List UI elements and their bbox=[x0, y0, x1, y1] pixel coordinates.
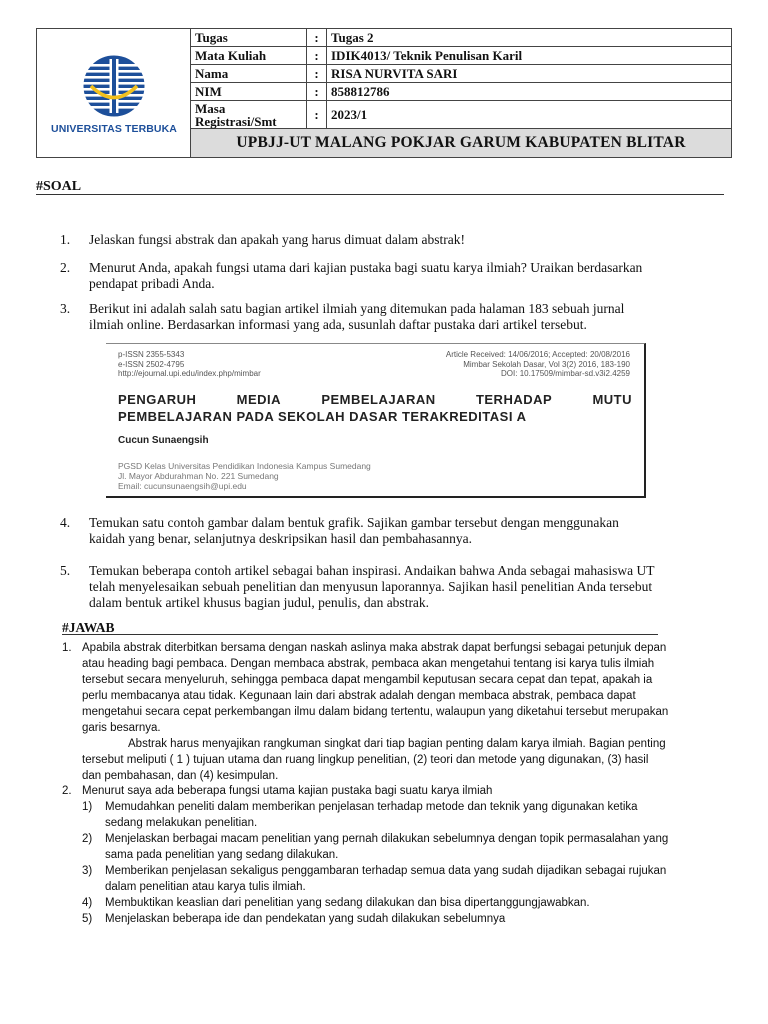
affiliation-email: Email: cucunsunaengsih@upi.edu bbox=[118, 481, 247, 491]
article-left-meta bbox=[118, 350, 261, 379]
sub-item-number: 2) bbox=[82, 833, 93, 845]
sub-item-text bbox=[105, 911, 745, 927]
sub-item-number: 4) bbox=[82, 897, 93, 909]
header-row-mata-kuliah bbox=[191, 47, 731, 65]
universitas-terbuka-logo-icon bbox=[81, 53, 147, 119]
soal-line: Berikut ini adalah salah satu bagian artikel ilmiah yang ditemukan pada halaman 183 sebuah jurnal bbox=[89, 301, 625, 316]
title-word: TERHADAP bbox=[475, 392, 553, 407]
soal-item-number: 1. bbox=[60, 232, 71, 247]
sub-item-line: sedang melakukan penelitian. bbox=[105, 817, 258, 829]
title-word: PENGARUH bbox=[118, 392, 197, 407]
soal-item-4 bbox=[60, 515, 720, 547]
sub-item-text bbox=[105, 799, 745, 831]
sub-item-number: 3) bbox=[82, 865, 93, 877]
article-title bbox=[118, 391, 632, 425]
row-separator: : bbox=[307, 29, 327, 46]
row-label: NIM bbox=[191, 83, 307, 100]
sub-item-line: sama pada penelitian yang sedang dilakukan. bbox=[105, 849, 339, 861]
answer-line: dan pembahasan, dan (4) kesimpulan. bbox=[82, 770, 279, 782]
header-row-tugas bbox=[191, 29, 731, 47]
answer-2 bbox=[62, 783, 742, 933]
article-received: Article Received: 14/06/2016; Accepted: 20/08/2016 bbox=[445, 350, 630, 359]
sub-item-line: Menjelaskan berbagai macam penelitian yang pernah dilakukan sebelumnya dengan topik permasalahan yang bbox=[105, 833, 669, 845]
article-eissn: e-ISSN 2502-4795 bbox=[118, 359, 185, 369]
sub-item-line: Membuktikan keaslian dari penelitian yang sedang dilakukan dan bisa dipertanggungjawabkan. bbox=[105, 897, 590, 909]
article-title-line2: PEMBELAJARAN PADA SEKOLAH DASAR TERAKREDITASI A bbox=[118, 409, 527, 424]
logo-text: UNIVERSITAS TERBUKA bbox=[51, 123, 177, 135]
row-value: RISA NURVITA SARI bbox=[331, 66, 458, 81]
soal-line: telah menyelesaikan sebuah penelitian dan menyusun laporannya. Sajikan hasil penelitian Anda tersebut bbox=[89, 579, 653, 594]
sub-item-line: Memberikan penjelasan sekaligus penggambaran terhadap semua data yang sudah dijadikan sebagai rujukan bbox=[105, 865, 667, 877]
row-value: 858812786 bbox=[331, 84, 390, 99]
row-separator: : bbox=[307, 47, 327, 64]
row-value: IDIK4013/ Teknik Penulisan Karil bbox=[331, 48, 523, 63]
header-row-nim bbox=[191, 83, 731, 101]
row-label: Tugas bbox=[191, 29, 307, 46]
header-row-nama bbox=[191, 65, 731, 83]
row-value: 2023/1 bbox=[331, 107, 368, 122]
affiliation-line: PGSD Kelas Universitas Pendidikan Indonesia Kampus Sumedang bbox=[118, 461, 371, 471]
soal-item-2 bbox=[60, 260, 720, 292]
answer-2-intro: Menurut saya ada beberapa fungsi utama kajian pustaka bagi suatu karya ilmiah bbox=[82, 785, 493, 797]
answer-line: perlu membacanya atau tidak. Kegunaan lain dari abstrak adalah dengan membaca abstrak, pembaca dapat bbox=[82, 690, 636, 702]
soal-line: Temukan beberapa contoh artikel sebagai bahan inspirasi. Andaikan bahwa Anda sebagai mahasiswa UT bbox=[89, 563, 655, 578]
row-separator: : bbox=[307, 101, 327, 128]
sub-item-line: Memudahkan peneliti dalam memberikan penjelasan terhadap metode dan teknik yang digunakan ketika bbox=[105, 801, 638, 813]
header-row-masa-registrasi bbox=[191, 101, 731, 129]
title-word: MUTU bbox=[592, 392, 632, 407]
jawab-heading: #JAWAB bbox=[62, 621, 658, 635]
sub-item-number: 5) bbox=[82, 913, 93, 925]
sub-item-text bbox=[105, 831, 745, 863]
soal-line: Temukan satu contoh gambar dalam bentuk grafik. Sajikan gambar tersebut dengan menggunakan bbox=[89, 515, 619, 530]
soal-item-number: 4. bbox=[60, 515, 71, 530]
article-url: http://ejournal.upi.edu/index.php/mimbar bbox=[118, 369, 261, 378]
row-label-line2: Registrasi/Smt bbox=[195, 114, 277, 129]
answer-line: tersebut meliputi ( 1 ) tujuan utama dan ruang lingkup penelitian, (2) teori dan metode yang digunakan, (3) hasil bbox=[82, 754, 649, 766]
soal-heading: #SOAL bbox=[36, 180, 724, 195]
answer-line: Apabila abstrak diterbitkan bersama dengan naskah aslinya maka abstrak dapat berfungsi sebagai petunjuk depan bbox=[82, 642, 667, 654]
soal-item-number: 3. bbox=[60, 301, 71, 316]
answer-line: atau heading bagi pembaca. Dengan membaca abstrak, pembaca akan mengetahui tentang isi karya tulis ilmiah bbox=[82, 658, 655, 670]
soal-item-text bbox=[89, 301, 729, 333]
sub-item-line: dalam penelitian atau karya tulis ilmiah. bbox=[105, 881, 306, 893]
row-separator: : bbox=[307, 83, 327, 100]
row-separator: : bbox=[307, 65, 327, 82]
soal-line: Jelaskan fungsi abstrak dan apakah yang harus dimuat dalam abstrak! bbox=[89, 232, 466, 247]
soal-item-5 bbox=[60, 563, 720, 611]
logo-cell bbox=[37, 29, 191, 157]
answer-1-text bbox=[82, 640, 742, 784]
soal-item-text bbox=[89, 260, 729, 292]
row-label: Mata Kuliah bbox=[191, 47, 307, 64]
soal-line: ilmiah online. Berdasarkan informasi yang ada, susunlah daftar pustaka dari artikel tersebut. bbox=[89, 317, 587, 332]
article-pissn: p-ISSN 2355-5343 bbox=[118, 350, 185, 359]
article-right-meta bbox=[446, 350, 630, 379]
soal-line: kaidah yang benar, selanjutnya deskripsikan hasil dan pembahasannya. bbox=[89, 531, 472, 546]
soal-item-number: 5. bbox=[60, 563, 71, 578]
answer-number: 1. bbox=[62, 642, 72, 654]
header-table bbox=[36, 28, 732, 158]
soal-item-text bbox=[89, 563, 729, 611]
article-title-line1 bbox=[118, 391, 632, 408]
title-word: PEMBELAJARAN bbox=[321, 392, 436, 407]
sub-item-line: Menjelaskan beberapa ide dan pendekatan yang sudah dilakukan sebelumnya bbox=[105, 913, 506, 925]
answer-line: garis besarnya. bbox=[82, 722, 161, 734]
soal-line: Menurut Anda, apakah fungsi utama dari kajian pustaka bagi suatu karya ilmiah? Uraikan berdasarkan bbox=[89, 260, 643, 275]
header-banner: UPBJJ-UT MALANG POKJAR GARUM KABUPATEN BLITAR bbox=[191, 129, 731, 157]
soal-line: pendapat pribadi Anda. bbox=[89, 276, 215, 291]
soal-item-3 bbox=[60, 301, 720, 333]
soal-item-1 bbox=[60, 232, 720, 248]
soal-line: dalam bentuk artikel khusus bagian judul, penulis, dan abstrak. bbox=[89, 595, 430, 610]
title-word: MEDIA bbox=[236, 392, 282, 407]
row-label-line1: Masa bbox=[195, 101, 226, 116]
soal-item-text bbox=[89, 232, 729, 248]
answer-line: tersebut secara menyeluruh, sehingga pembaca dapat mengambil keputusan secara cepat dan tepat, apakah ia bbox=[82, 674, 653, 686]
sub-item-text bbox=[105, 895, 745, 911]
article-snippet bbox=[106, 343, 646, 498]
article-doi: DOI: 10.17509/mimbar-sd.v3i2.4259 bbox=[501, 369, 630, 378]
answer-number: 2. bbox=[62, 785, 72, 797]
sub-item-number: 1) bbox=[82, 801, 93, 813]
article-author: Cucun Sunaengsih bbox=[118, 435, 209, 446]
article-affiliation bbox=[118, 461, 371, 491]
answer-line: Abstrak harus menyajikan rangkuman singkat dari tiap bagian penting dalam karya ilmiah. Bagian penting bbox=[128, 738, 666, 750]
soal-item-text bbox=[89, 515, 729, 547]
answer-1 bbox=[62, 640, 742, 784]
answer-line: mengetahui secara cepat perkembangan ilmu dalam bidang tertentu, walaupun yang diketahui tersebut merupakan bbox=[82, 706, 669, 718]
affiliation-line: Jl. Mayor Abdurahman No. 221 Sumedang bbox=[118, 471, 279, 481]
soal-item-number: 2. bbox=[60, 260, 71, 275]
row-label bbox=[191, 101, 307, 128]
article-journal: Mimbar Sekolah Dasar, Vol 3(2) 2016, 183-190 bbox=[463, 359, 630, 369]
row-value: Tugas 2 bbox=[331, 30, 374, 45]
row-label: Nama bbox=[191, 65, 307, 82]
sub-item-text bbox=[105, 863, 745, 895]
